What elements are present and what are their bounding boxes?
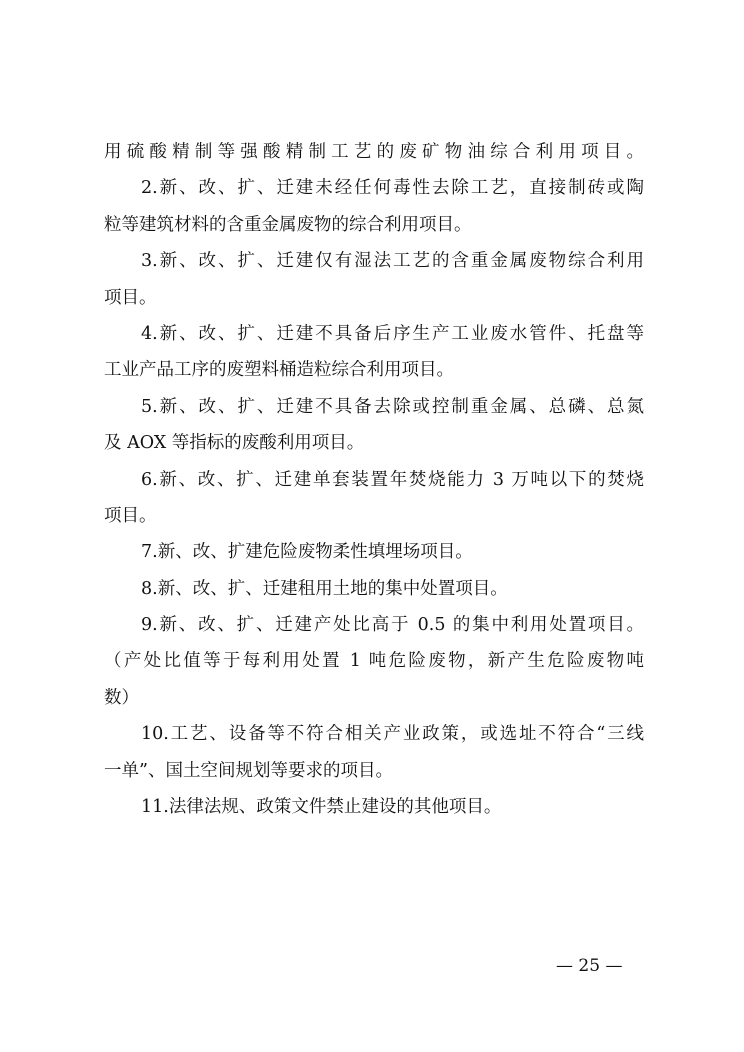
- list-item-10-line-1: 10.工艺、设备等不符合相关产业政策，或选址不符合“三线: [141, 724, 644, 745]
- list-item-4-line-1: 4.新、改、扩、迁建不具备后序生产工业废水管件、托盘等: [141, 323, 644, 344]
- list-item-3-line-1: 3.新、改、扩、迁建仅有湿法工艺的含重金属废物综合利用: [141, 251, 644, 272]
- list-item-11: 11.法律法规、政策文件禁止建设的其他项目。: [141, 797, 502, 818]
- list-item-10-line-2: 一单”、国土空间规划等要求的项目。: [104, 760, 393, 781]
- list-item-6-line-1: 6.新、改、扩、迁建单套装置年焚烧能力 3 万吨以下的焚烧: [141, 469, 644, 490]
- list-item-9-line-3: 数）: [104, 687, 139, 708]
- list-item-9-line-2: （产处比值等于每利用处置 1 吨危险废物，新产生危险废物吨: [104, 651, 644, 672]
- list-item-3-line-2: 项目。: [104, 287, 157, 308]
- list-item-5-line-2: 及 AOX 等指标的废酸利用项目。: [104, 433, 365, 454]
- list-item-8: 8.新、改、扩、迁建租用土地的集中处置项目。: [141, 578, 508, 599]
- list-item-4-line-2: 工业产品工序的废塑料桶造粒综合利用项目。: [104, 360, 454, 381]
- list-item-2-line-1: 2.新、改、扩、迁建未经任何毒性去除工艺，直接制砖或陶: [141, 178, 644, 199]
- body-text: [104, 134, 644, 825]
- list-item-9-line-1: 9.新、改、扩、迁建产处比高于 0.5 的集中利用处置项目。: [141, 615, 644, 636]
- list-item-7: 7.新、改、扩建危险废物柔性填埋场项目。: [141, 542, 473, 563]
- list-item-2-line-2: 粒等建筑材料的含重金属废物的综合利用项目。: [104, 214, 472, 235]
- list-item-5-line-1: 5.新、改、扩、迁建不具备去除或控制重金属、总磷、总氮: [141, 396, 644, 417]
- list-item-6-line-2: 项目。: [104, 505, 157, 526]
- page-number: — 25 —: [556, 956, 623, 976]
- text-line: 用硫酸精制等强酸精制工艺的废矿物油综合利用项目。: [104, 142, 644, 162]
